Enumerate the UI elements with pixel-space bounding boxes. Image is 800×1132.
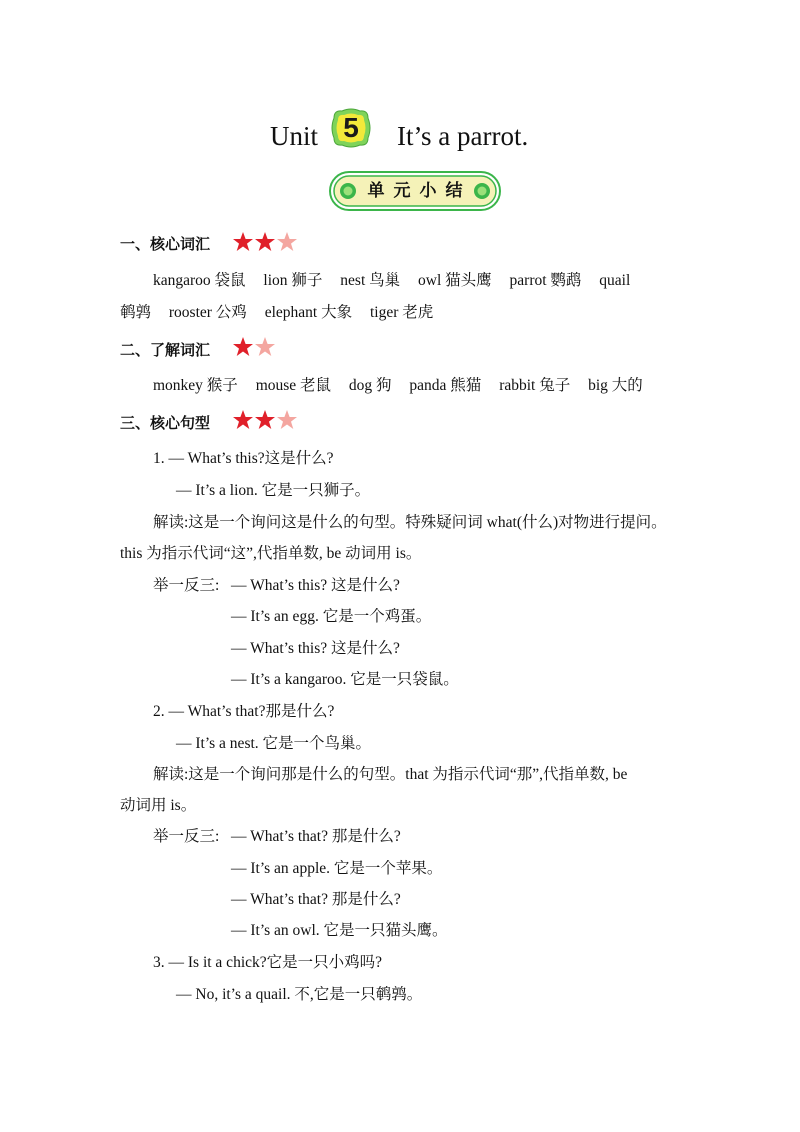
heading-core-vocab: 一、核心词汇 <box>120 235 211 253</box>
item-1-example-1: — What’s this? 这是什么? <box>231 577 400 594</box>
vocab-item: quail <box>599 272 631 289</box>
summary-banner <box>329 171 501 211</box>
core-vocab-line-1 <box>153 270 644 292</box>
unit-number-badge <box>330 108 372 152</box>
vocab-item: tiger 老虎 <box>369 304 434 321</box>
vocab-item: 鹌鹑 <box>120 304 152 321</box>
banner-label: 单元小结 <box>367 181 472 201</box>
vocab-item: rabbit 兔子 <box>499 377 571 394</box>
rating-stars-2-5 <box>232 409 298 431</box>
star-icon <box>233 337 253 356</box>
vocab-item: lion 狮子 <box>263 272 323 289</box>
vocab-item: elephant 大象 <box>264 304 353 321</box>
item-2-question: 2. — What’s that?那是什么? <box>153 703 335 720</box>
rating-stars-2-5 <box>232 231 298 253</box>
star-icon <box>233 410 253 429</box>
item-1-example-4: — It’s a kangaroo. 它是一只袋鼠。 <box>231 671 459 688</box>
vocab-item: owl 猫头鹰 <box>418 272 492 289</box>
unit-number: 5 <box>343 112 359 143</box>
rating-stars-1-5 <box>232 336 276 358</box>
item-1-answer: — It’s a lion. 它是一只狮子。 <box>176 482 371 499</box>
item-3-question: 3. — Is it a chick?它是一只小鸡吗? <box>153 954 383 971</box>
half-star-icon <box>255 337 275 356</box>
item-2-answer: — It’s a nest. 它是一个鸟巢。 <box>176 735 372 752</box>
vocab-item: mouse 老鼠 <box>255 377 332 394</box>
heading-know-vocab: 二、了解词汇 <box>120 341 211 359</box>
item-3-answer: — No, it’s a quail. 不,它是一只鹌鹑。 <box>176 986 423 1003</box>
item-2-example-label: 举一反三: <box>153 828 220 845</box>
item-2-example-4: — It’s an owl. 它是一只猫头鹰。 <box>231 922 448 939</box>
vocab-item: kangaroo 袋鼠 <box>153 272 246 289</box>
item-1-example-2: — It’s an egg. 它是一个鸡蛋。 <box>231 608 432 625</box>
item-2-example-2: — It’s an apple. 它是一个苹果。 <box>231 860 443 877</box>
vocab-item: parrot 鹦鹉 <box>509 272 582 289</box>
star-icon <box>255 410 275 429</box>
item-2-example-1: — What’s that? 那是什么? <box>231 828 401 845</box>
vocab-item: dog 狗 <box>348 377 392 394</box>
heading-core-sentences: 三、核心句型 <box>120 414 211 432</box>
item-1-question: 1. — What’s this?这是什么? <box>153 450 334 467</box>
item-2-example-3: — What’s that? 那是什么? <box>231 891 401 908</box>
star-icon <box>255 232 275 251</box>
item-1-example-label: 举一反三: <box>153 577 220 594</box>
core-vocab-line-2 <box>120 302 447 324</box>
title-unit-word: Unit <box>270 121 319 151</box>
item-1-explanation-1: 解读:这是一个询问这是什么的句型。特殊疑问词 what(什么)对物进行提问。 <box>153 514 667 531</box>
vocab-item: nest 鸟巢 <box>340 272 401 289</box>
star-icon <box>233 232 253 251</box>
item-1-example-3: — What’s this? 这是什么? <box>231 640 400 657</box>
item-1-explanation-2: this 为指示代词“这”,代指单数, be 动词用 is。 <box>120 545 422 562</box>
half-star-icon <box>277 232 297 251</box>
item-2-explanation-1: 解读:这是一个询问那是什么的句型。that 为指示代词“那”,代指单数, be <box>153 766 628 783</box>
vocab-item: rooster 公鸡 <box>168 304 247 321</box>
vocab-item: big 大的 <box>588 377 643 394</box>
know-vocab-line-1 <box>153 375 657 397</box>
item-2-explanation-2: 动词用 is。 <box>120 797 197 814</box>
vocab-item: panda 熊猫 <box>409 377 482 394</box>
half-star-icon <box>277 410 297 429</box>
vocab-item: monkey 猴子 <box>153 377 238 394</box>
title-subtitle: It’s a parrot. <box>397 121 529 151</box>
